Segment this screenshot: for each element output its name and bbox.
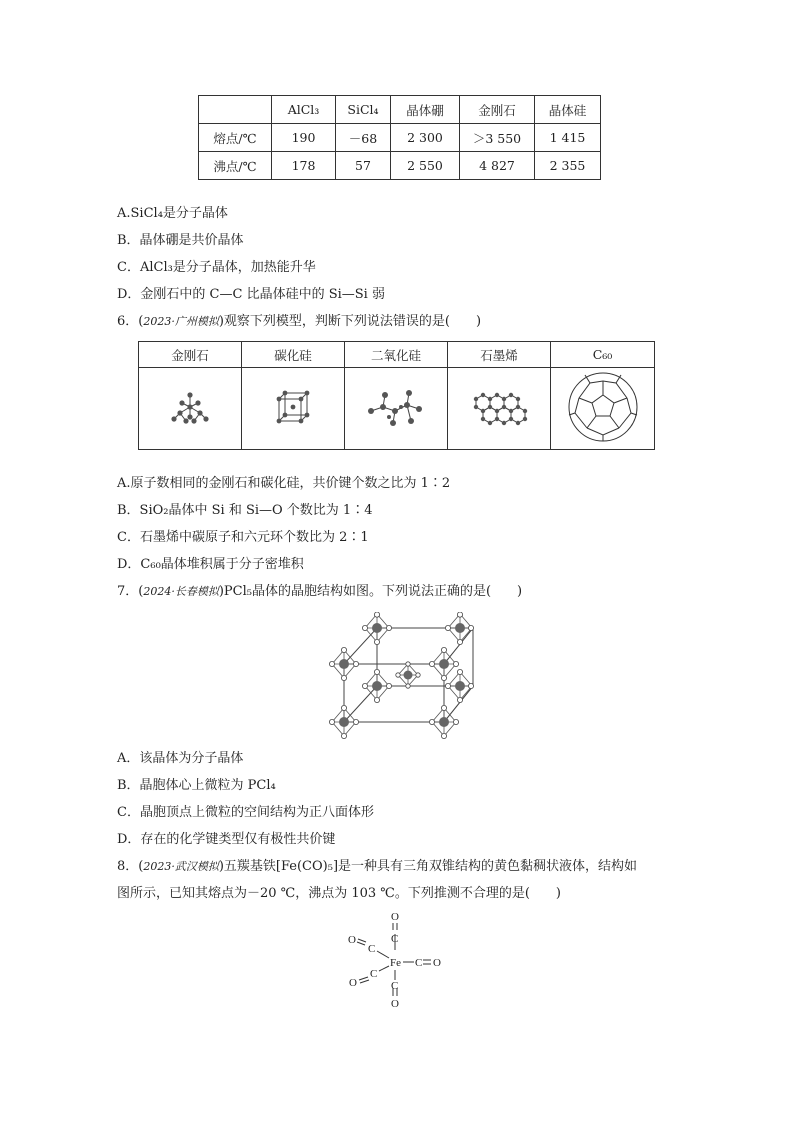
q6-option-a: A.原子数相同的金刚石和碳化硅，共价键个数之比为 1∶2 — [117, 476, 451, 491]
q7-option-b: B．晶胞体心上微粒为 PCl₄ — [117, 778, 276, 793]
q7-source: 2024·长春模拟 — [143, 585, 219, 598]
table-header-cell — [199, 96, 272, 124]
q5-option-d: D．金刚石中的 C—C 比晶体硅中的 Si—Si 弱 — [117, 287, 385, 302]
q6-question: )观察下列模型，判断下列说法错误的是( ) — [218, 314, 482, 329]
c60-model-cell — [551, 368, 655, 450]
c-atom-label: C — [391, 933, 399, 945]
table-cell: 2 355 — [535, 152, 601, 180]
c-atom-label: C — [368, 943, 376, 955]
sio2-model-image — [361, 377, 431, 437]
row-label: 熔点/℃ — [199, 124, 272, 152]
table-header-row — [199, 96, 601, 124]
table-header-cell: 晶体硅 — [535, 96, 601, 124]
table-row — [199, 152, 601, 180]
q7-number: 7．( — [117, 584, 144, 599]
models-table — [138, 341, 655, 450]
table-cell: 2 550 — [391, 152, 460, 180]
model-name: 二氧化硅 — [345, 342, 448, 368]
diamond-model-image — [160, 377, 220, 437]
q6-number: 6．( — [117, 314, 144, 329]
q8-stem-line2: 图所示，已知其熔点为－20 ℃，沸点为 103 ℃。下列推测不合理的是( ) — [117, 886, 561, 901]
table-header-cell: 金刚石 — [460, 96, 535, 124]
table-cell: ＞3 550 — [460, 124, 535, 152]
model-name: 石墨烯 — [448, 342, 551, 368]
o-atom-label: O — [348, 934, 356, 946]
q6-option-c: C．石墨烯中碳原子和六元环个数比为 2∶1 — [117, 530, 369, 545]
table-cell: －68 — [336, 124, 391, 152]
row-label: 沸点/℃ — [199, 152, 272, 180]
diamond-model-cell — [139, 368, 242, 450]
o-atom-label: O — [391, 911, 399, 923]
table-cell: 4 827 — [460, 152, 535, 180]
q8-question: )五羰基铁[Fe(CO)₅]是一种具有三角双锥结构的黄色黏稠状液体，结构如 — [218, 859, 638, 874]
c-atom-label: C — [391, 980, 399, 992]
model-name: 碳化硅 — [242, 342, 345, 368]
table-row — [199, 124, 601, 152]
fe-co5-structure — [342, 906, 452, 1014]
melting-boiling-table — [198, 95, 601, 180]
model-name: 金刚石 — [139, 342, 242, 368]
q8-source: 2023·武汉模拟 — [143, 860, 219, 873]
q7-option-a: A．该晶体为分子晶体 — [117, 751, 244, 766]
o-atom-label: O — [349, 977, 357, 989]
q8-number: 8．( — [117, 859, 144, 874]
c-atom-label: C — [370, 968, 378, 980]
q6-option-b: B．SiO₂晶体中 Si 和 Si—O 个数比为 1∶4 — [117, 503, 373, 518]
q6-stem — [117, 313, 481, 331]
q5-option-a: A.SiCl₄是分子晶体 — [117, 206, 228, 221]
q7-question: )PCl₅晶体的晶胞结构如图。下列说法正确的是( ) — [218, 584, 523, 599]
graphene-model-cell — [448, 368, 551, 450]
sic-model-cell — [242, 368, 345, 450]
q6-source: 2023·广州模拟 — [143, 315, 219, 328]
models-image-row — [139, 368, 655, 450]
q7-stem — [117, 583, 522, 601]
q7-option-d: D．存在的化学键类型仅有极性共价键 — [117, 832, 336, 847]
model-name: C₆₀ — [551, 342, 655, 368]
o-atom-label: O — [391, 998, 399, 1010]
table-header-cell: AlCl₃ — [272, 96, 336, 124]
table-cell: 1 415 — [535, 124, 601, 152]
q6-option-d: D．C₆₀晶体堆积属于分子密堆积 — [117, 557, 304, 572]
table-header-cell: SiCl₄ — [336, 96, 391, 124]
graphene-model-image — [462, 377, 536, 437]
sio2-model-cell — [345, 368, 448, 450]
table-cell: 190 — [272, 124, 336, 152]
q8-stem-line1 — [117, 858, 637, 876]
pcl5-unit-cell-diagram — [322, 612, 474, 742]
q5-option-b: B．晶体硼是共价晶体 — [117, 233, 244, 248]
table-cell: 2 300 — [391, 124, 460, 152]
fe-atom-label: Fe — [390, 957, 401, 969]
table-header-cell: 晶体硼 — [391, 96, 460, 124]
o-atom-label: O — [433, 957, 441, 969]
table-cell: 57 — [336, 152, 391, 180]
models-header-row — [139, 342, 655, 368]
table-cell: 178 — [272, 152, 336, 180]
c-atom-label: C — [415, 957, 423, 969]
sic-model-image — [263, 377, 323, 437]
q7-option-c: C．晶胞顶点上微粒的空间结构为正八面体形 — [117, 805, 374, 820]
q5-option-c: C．AlCl₃是分子晶体，加热能升华 — [117, 260, 316, 275]
c60-model-image — [563, 369, 643, 445]
